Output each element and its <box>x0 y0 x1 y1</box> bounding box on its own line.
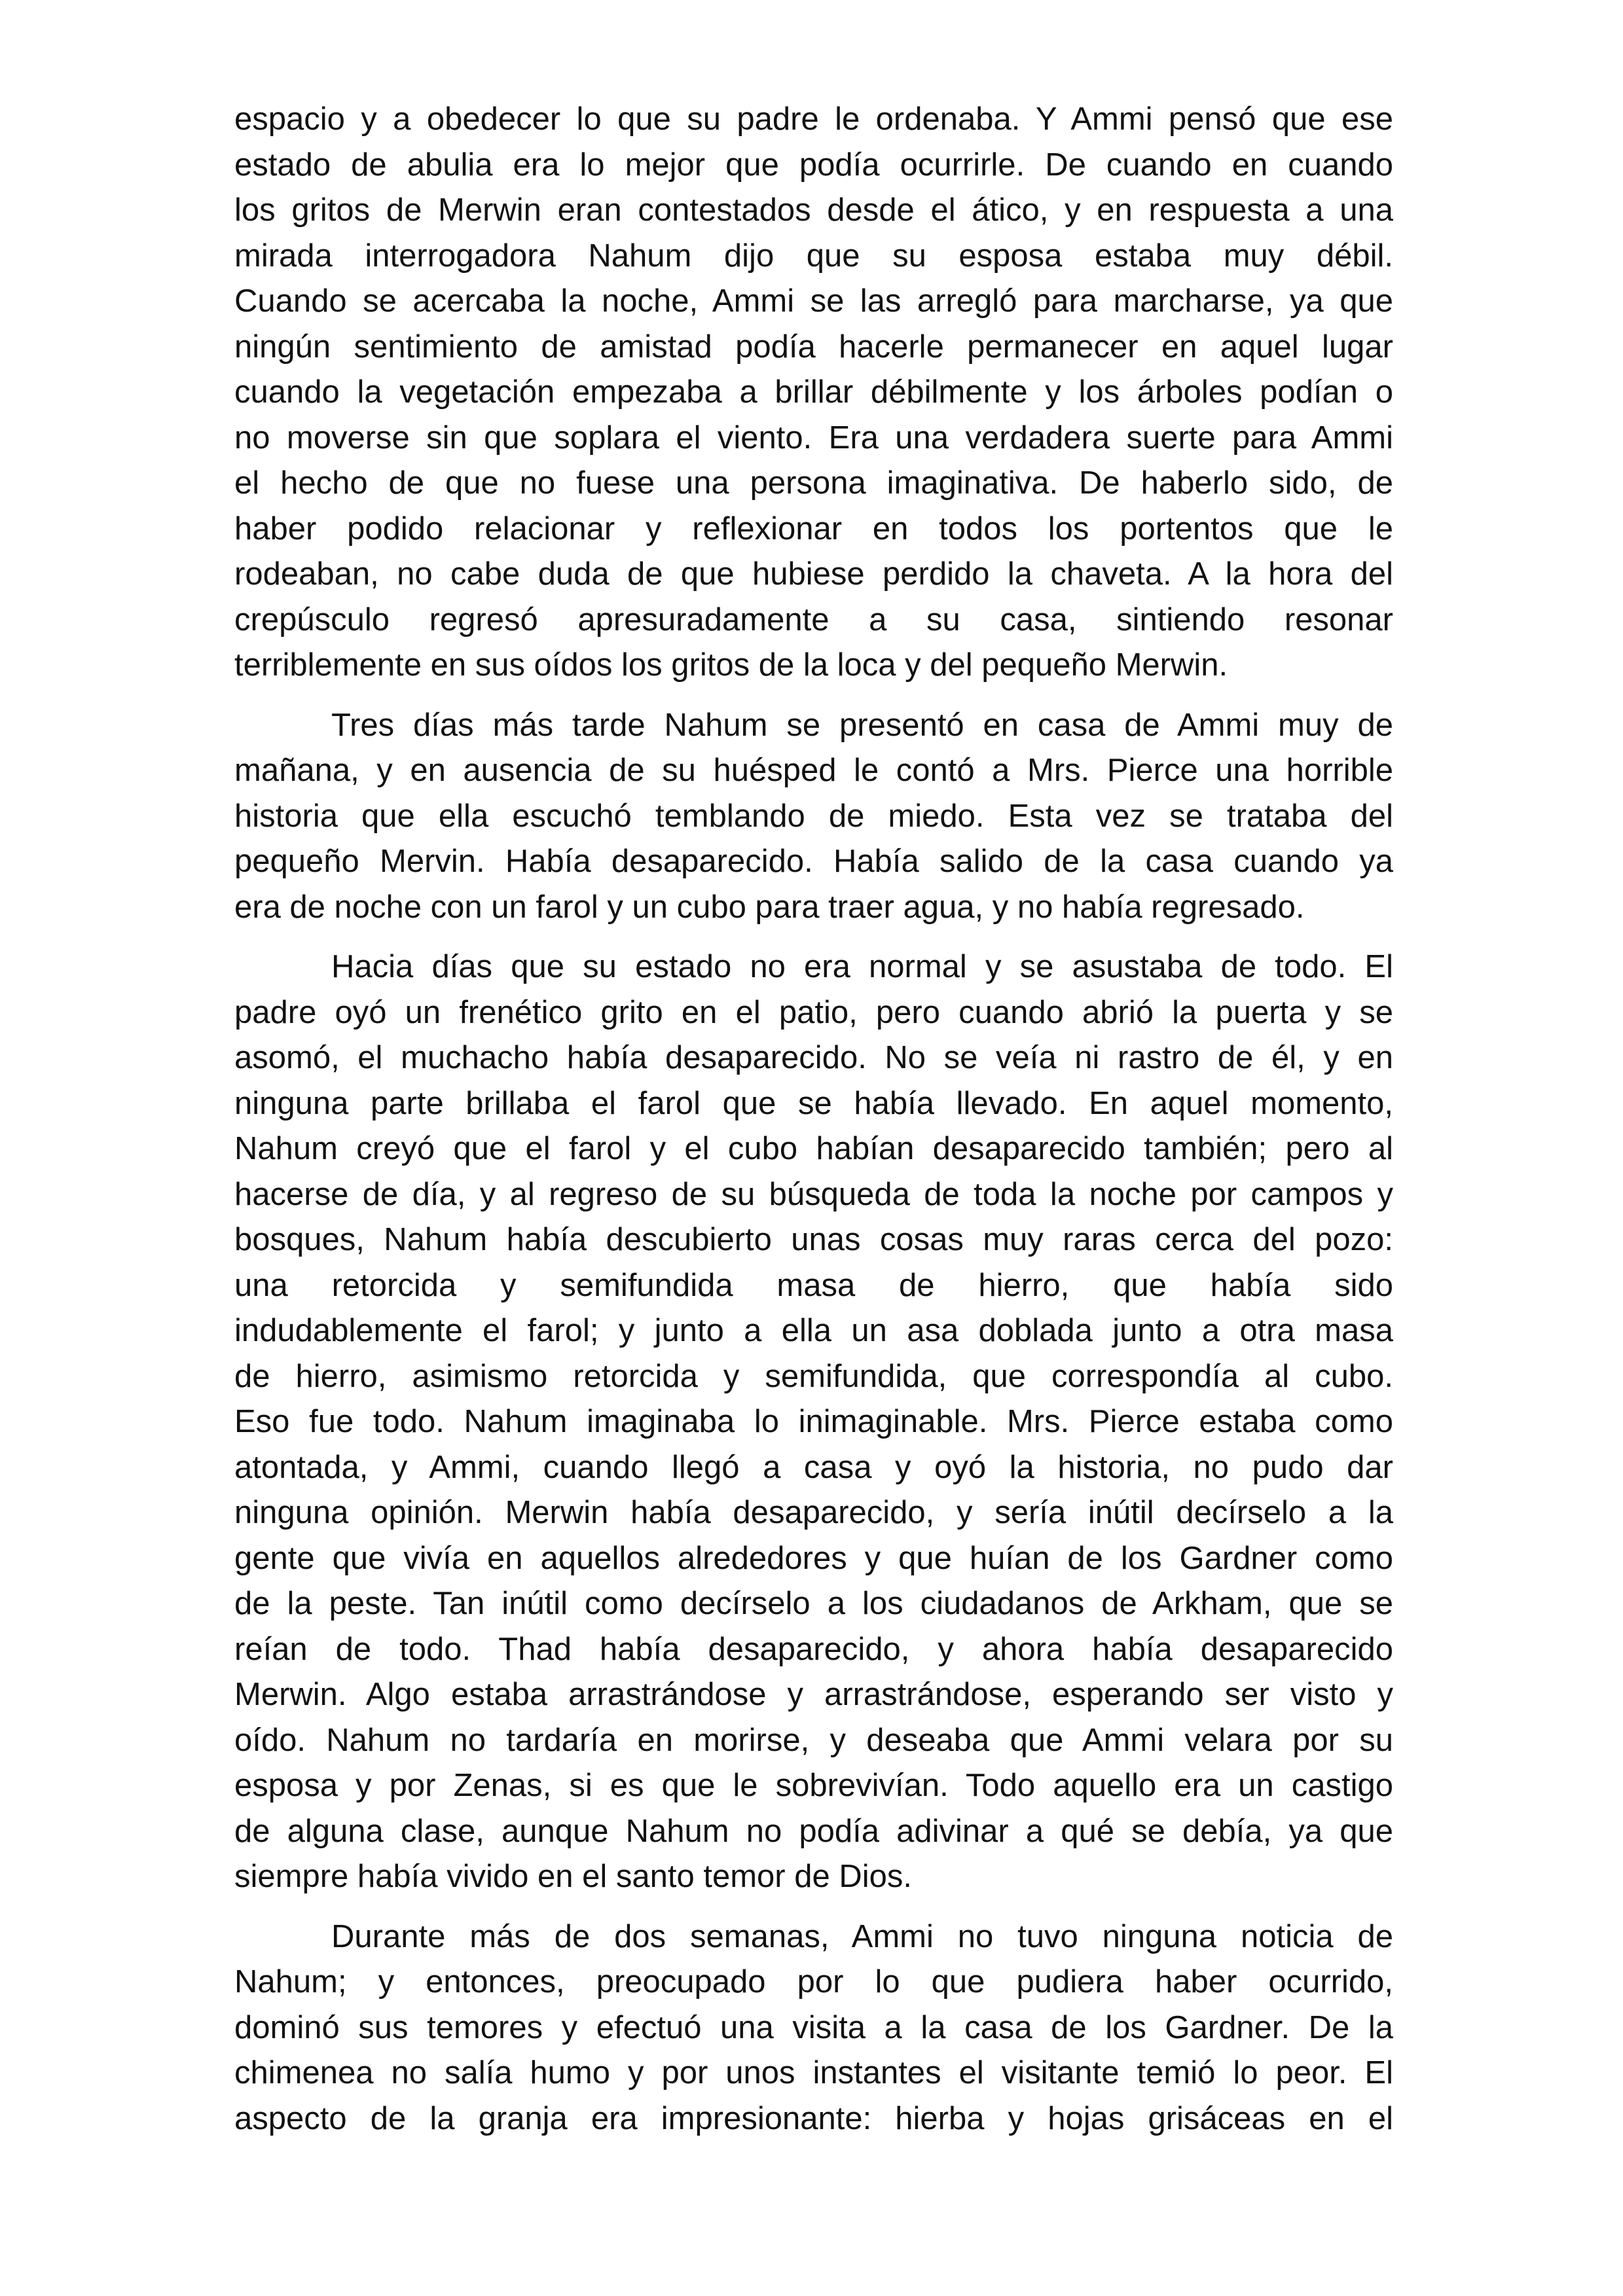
text-line: Tres días más tarde Nahum se presentó en casa de Ammi muy de <box>331 707 1393 743</box>
text-line: mañana, y en ausencia de su huésped le contó a Mrs. Pierce una horrible <box>234 753 1393 788</box>
text-line: haber podido relacionar y reflexionar en todos los portentos que le <box>234 511 1393 547</box>
text-line: no moverse sin que soplara el viento. Era una verdadera suerte para Ammi <box>234 420 1393 456</box>
text-line: bosques, Nahum había descubierto unas cosas muy raras cerca del pozo: <box>234 1222 1393 1257</box>
text-line: de alguna clase, aunque Nahum no podía adivinar a qué se debía, ya que <box>234 1813 1393 1849</box>
text-line: oído. Nahum no tardaría en morirse, y deseaba que Ammi velara por su <box>234 1722 1393 1758</box>
text-line: ningún sentimiento de amistad podía hacerle permanecer en aquel lugar <box>234 329 1393 365</box>
paragraph-3 <box>234 944 1393 1900</box>
paragraph-4 <box>234 1914 1393 2142</box>
text-line: crepúsculo regresó apresuradamente a su casa, sintiendo resonar <box>234 601 1393 637</box>
text-line: mirada interrogadora Nahum dijo que su esposa estaba muy débil. <box>234 238 1393 274</box>
text-line: hacerse de día, y al regreso de su búsqueda de toda la noche por campos y <box>234 1176 1393 1212</box>
text-line: padre oyó un frenético grito en el patio, pero cuando abrió la puerta y se <box>234 994 1393 1030</box>
text-line: Nahum; y entonces, preocupado por lo que pudiera haber ocurrido, <box>234 1964 1393 2000</box>
paragraph-1 <box>234 97 1393 689</box>
text-line: era de noche con un farol y un cubo para traer agua, y no había regresado. <box>234 889 1305 925</box>
text-line: Hacia días que su estado no era normal y se asustaba de todo. El <box>331 949 1393 984</box>
text-line: chimenea no salía humo y por unos instantes el visitante temió lo peor. El <box>234 2055 1393 2090</box>
text-line: aspecto de la granja era impresionante: hierba y hojas grisáceas en el <box>234 2100 1393 2136</box>
text-line: historia que ella escuchó temblando de miedo. Esta vez se trataba del <box>234 798 1393 834</box>
text-line: ninguna parte brillaba el farol que se había llevado. En aquel momento, <box>234 1085 1393 1121</box>
text-line: Merwin. Algo estaba arrastrándose y arrastrándose, esperando ser visto y <box>234 1677 1393 1712</box>
text-line: espacio y a obedecer lo que su padre le ordenaba. Y Ammi pensó que ese <box>234 101 1393 137</box>
text-line: ninguna opinión. Merwin había desaparecido, y sería inútil decírselo a la <box>234 1495 1393 1530</box>
text-line: de hierro, asimismo retorcida y semifundida, que correspondía al cubo. <box>234 1358 1393 1394</box>
text-line: de la peste. Tan inútil como decírselo a los ciudadanos de Arkham, que se <box>234 1586 1393 1621</box>
text-line: terriblemente en sus oídos los gritos de la loca y del pequeño Merwin. <box>234 647 1228 683</box>
text-line: dominó sus temores y efectuó una visita a la casa de los Gardner. De la <box>234 2009 1393 2045</box>
text-line: Eso fue todo. Nahum imaginaba lo inimaginable. Mrs. Pierce estaba como <box>234 1404 1393 1439</box>
text-line: Cuando se acercaba la noche, Ammi se las arregló para marcharse, ya que <box>234 283 1393 319</box>
text-line: cuando la vegetación empezaba a brillar débilmente y los árboles podían o <box>234 374 1393 410</box>
text-line: indudablemente el farol; y junto a ella un asa doblada junto a otra masa <box>234 1313 1393 1348</box>
paragraph-2 <box>234 703 1393 931</box>
text-line: rodeaban, no cabe duda de que hubiese perdido la chaveta. A la hora del <box>234 556 1393 592</box>
text-line: reían de todo. Thad había desaparecido, y ahora había desaparecido <box>234 1631 1393 1667</box>
text-line: esposa y por Zenas, si es que le sobrevivían. Todo aquello era un castigo <box>234 1768 1393 1803</box>
text-line: pequeño Mervin. Había desaparecido. Había salido de la casa cuando ya <box>234 844 1393 879</box>
text-line: siempre había vivido en el santo temor de Dios. <box>234 1859 912 1894</box>
text-line: asomó, el muchacho había desaparecido. No se veía ni rastro de él, y en <box>234 1040 1393 1075</box>
document-page <box>234 97 1393 2156</box>
text-line: estado de abulia era lo mejor que podía ocurrirle. De cuando en cuando <box>234 147 1393 183</box>
text-line: Nahum creyó que el farol y el cubo habían desaparecido también; pero al <box>234 1131 1393 1166</box>
text-line: una retorcida y semifundida masa de hierro, que había sido <box>234 1267 1393 1303</box>
text-line: los gritos de Merwin eran contestados desde el ático, y en respuesta a una <box>234 192 1393 228</box>
text-line: gente que vivía en aquellos alrededores y que huían de los Gardner como <box>234 1540 1393 1576</box>
text-line: Durante más de dos semanas, Ammi no tuvo ninguna noticia de <box>331 1918 1393 1954</box>
text-line: el hecho de que no fuese una persona imaginativa. De haberlo sido, de <box>234 465 1393 501</box>
text-line: atontada, y Ammi, cuando llegó a casa y oyó la historia, no pudo dar <box>234 1449 1393 1485</box>
